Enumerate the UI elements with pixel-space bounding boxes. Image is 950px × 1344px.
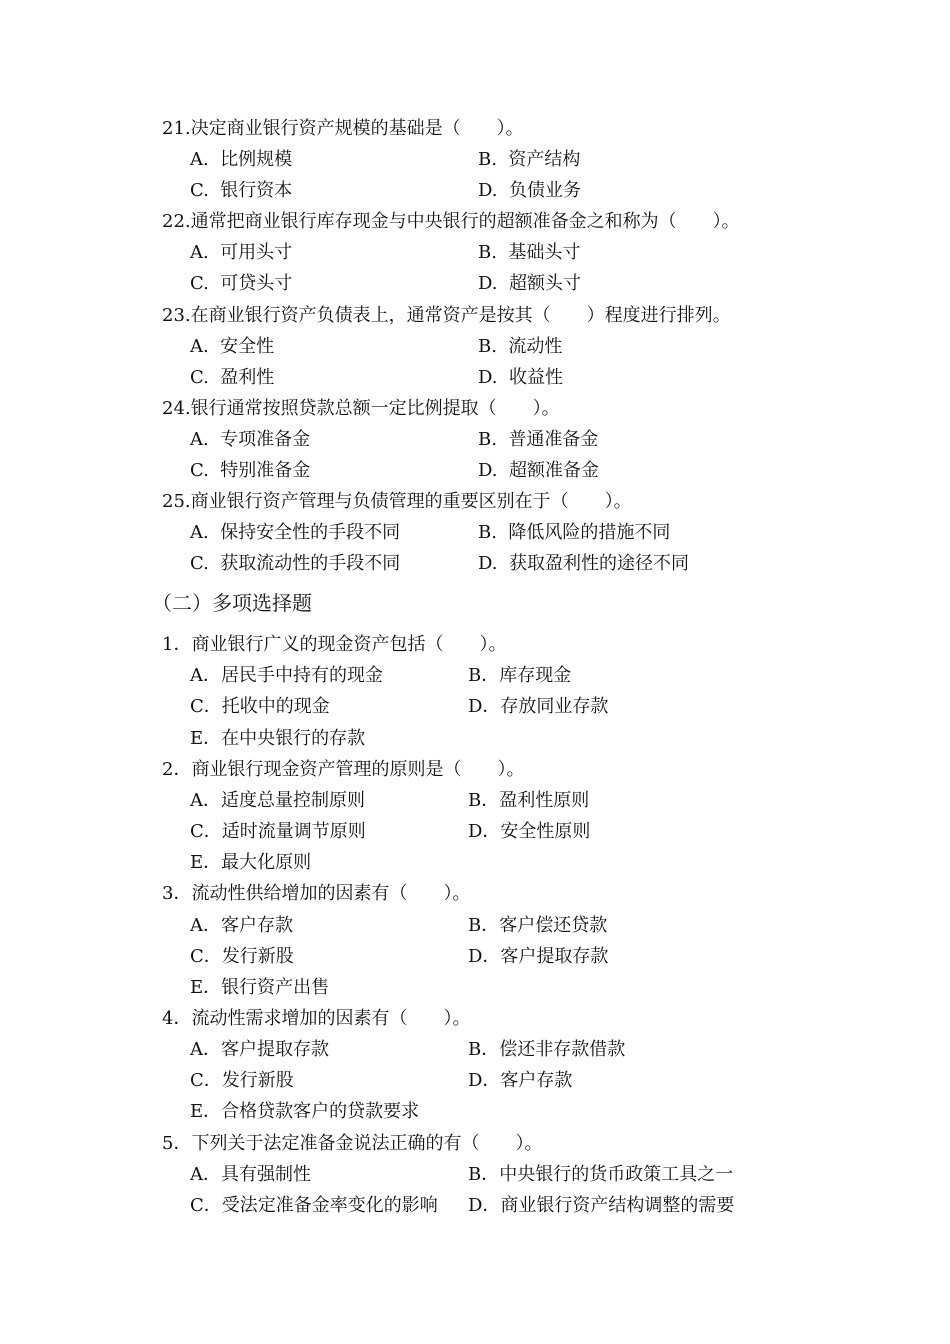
question-25-option-d: D. 获取盈利性的途径不同 [478,553,689,574]
multi-question-5-stem: 5．下列关于法定准备金说法正确的有（ ）。 [162,1133,543,1154]
multi-question-4-option-d: D．客户存款 [468,1070,573,1091]
question-23-stem: 23.在商业银行资产负债表上，通常资产是按其（ ）程度进行排列。 [162,305,731,326]
question-25-option-c: C. 获取流动性的手段不同 [190,553,401,574]
multi-question-1-option-e: E．在中央银行的存款 [190,728,366,749]
question-25-stem: 25.商业银行资产管理与负债管理的重要区别在于（ ）。 [162,491,632,512]
multi-question-2-option-d: D．安全性原则 [468,821,591,842]
multi-question-1-option-b: B．库存现金 [468,665,572,686]
multi-question-5-option-d: D．商业银行资产结构调整的需要 [468,1195,735,1216]
question-23-option-a: A. 安全性 [190,336,275,357]
multi-question-2-stem: 2．商业银行现金资产管理的原则是（ ）。 [162,759,525,780]
multi-question-5-option-c: C．受法定准备金率变化的影响 [190,1195,438,1216]
question-21-option-b: B. 资产结构 [478,149,581,170]
question-24-option-b: B. 普通准备金 [478,429,599,450]
multi-question-3-option-b: B．客户偿还贷款 [468,915,608,936]
question-24-stem: 24.银行通常按照贷款总额一定比例提取（ ）。 [162,398,560,419]
question-25-option-b: B. 降低风险的措施不同 [478,522,671,543]
question-24-option-d: D. 超额准备金 [478,460,599,481]
question-21-stem: 21.决定商业银行资产规模的基础是（ ）。 [162,118,524,139]
multi-question-5-option-a: A．具有强制性 [190,1164,311,1185]
multi-question-3-option-a: A．客户存款 [190,915,293,936]
question-22-option-c: C. 可贷头寸 [190,273,293,294]
question-22-option-a: A. 可用头寸 [190,242,293,263]
multi-question-2-option-a: A．适度总量控制原则 [190,790,365,811]
multi-question-4-option-a: A．客户提取存款 [190,1039,329,1060]
section-title: （二）多项选择题 [152,591,312,615]
multi-question-1-stem: 1．商业银行广义的现金资产包括（ ）。 [162,634,507,655]
question-23-option-b: B. 流动性 [478,336,563,357]
question-23-option-c: C. 盈利性 [190,367,275,388]
question-21-option-a: A. 比例规模 [190,149,293,170]
question-24-option-c: C. 特别准备金 [190,460,311,481]
multi-question-3-option-c: C．发行新股 [190,946,294,967]
question-22-option-d: D. 超额头寸 [478,273,581,294]
question-22-option-b: B. 基础头寸 [478,242,581,263]
multi-question-4-option-c: C．发行新股 [190,1070,294,1091]
multi-question-4-option-e: E．合格贷款客户的贷款要求 [190,1101,420,1122]
multi-question-1-option-c: C．托收中的现金 [190,696,330,717]
question-21-option-c: C. 银行资本 [190,180,293,201]
multi-question-4-stem: 4．流动性需求增加的因素有（ ）。 [162,1008,471,1029]
multi-question-3-option-e: E．银行资产出售 [190,977,330,998]
question-23-option-d: D. 收益性 [478,367,563,388]
question-21-option-d: D. 负债业务 [478,180,581,201]
multi-question-1-option-d: D．存放同业存款 [468,696,609,717]
multi-question-3-stem: 3．流动性供给增加的因素有（ ）。 [162,883,471,904]
multi-question-3-option-d: D．客户提取存款 [468,946,609,967]
question-22-stem: 22.通常把商业银行库存现金与中央银行的超额准备金之和称为（ ）。 [162,211,740,232]
multi-question-2-option-c: C．适时流量调节原则 [190,821,366,842]
multi-question-5-option-b: B．中央银行的货币政策工具之一 [468,1164,734,1185]
question-25-option-a: A. 保持安全性的手段不同 [190,522,401,543]
multi-question-4-option-b: B．偿还非存款借款 [468,1039,626,1060]
multi-question-2-option-e: E．最大化原则 [190,852,312,873]
multi-question-1-option-a: A．居民手中持有的现金 [190,665,383,686]
question-24-option-a: A. 专项准备金 [190,429,311,450]
multi-question-2-option-b: B．盈利性原则 [468,790,590,811]
